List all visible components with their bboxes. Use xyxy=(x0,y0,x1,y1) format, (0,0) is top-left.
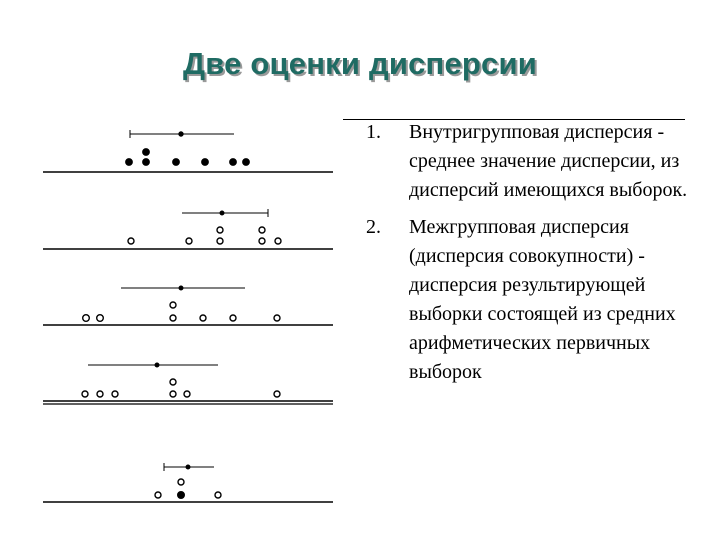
sample-point xyxy=(184,391,190,397)
sample-point xyxy=(217,238,223,244)
sample-point xyxy=(230,159,236,165)
sample-point xyxy=(202,159,208,165)
sample-point xyxy=(155,492,161,498)
sample-point xyxy=(126,159,132,165)
list-number: 1. xyxy=(366,121,381,143)
sample-point xyxy=(274,391,280,397)
sample-point xyxy=(274,315,280,321)
sample-point xyxy=(128,238,134,244)
list-text: Межгрупповая дисперсия (дисперсия совокупности) - дисперсия результирующей выборки состоящей из средних арифметических первичных выборок xyxy=(409,216,676,383)
mean-marker xyxy=(186,465,190,469)
sample-point xyxy=(170,315,176,321)
sample-point xyxy=(217,227,223,233)
slide-title: Две оценки дисперсии xyxy=(183,46,537,81)
sample-point xyxy=(82,391,88,397)
list-text: Внутригрупповая дисперсия - среднее значение дисперсии, из дисперсий имеющихся выборок. xyxy=(409,121,688,201)
mean-marker xyxy=(155,363,159,367)
dispersion-figure xyxy=(0,0,345,540)
sample-point xyxy=(170,379,176,385)
sample-point xyxy=(178,492,185,499)
sample-point xyxy=(200,315,206,321)
sample-point xyxy=(83,315,90,322)
list-item xyxy=(366,213,696,387)
sample-point xyxy=(97,391,103,397)
sample-point xyxy=(143,159,149,165)
definition-list xyxy=(366,118,696,395)
sample-point xyxy=(259,238,265,244)
sample-point xyxy=(243,159,249,165)
sample-point xyxy=(178,479,184,485)
mean-marker xyxy=(179,132,183,136)
sample-point xyxy=(215,492,221,498)
mean-marker xyxy=(179,286,183,290)
sample-point xyxy=(170,391,176,397)
sample-point xyxy=(112,391,118,397)
sample-point xyxy=(97,315,104,322)
sample-point xyxy=(275,238,281,244)
sample-point xyxy=(143,149,149,155)
sample-point xyxy=(230,315,236,321)
sample-point xyxy=(186,238,192,244)
sample-point xyxy=(173,159,179,165)
mean-marker xyxy=(220,211,224,215)
list-number: 2. xyxy=(366,216,381,238)
sample-point xyxy=(170,302,176,308)
list-item xyxy=(366,118,696,205)
sample-point xyxy=(259,227,265,233)
